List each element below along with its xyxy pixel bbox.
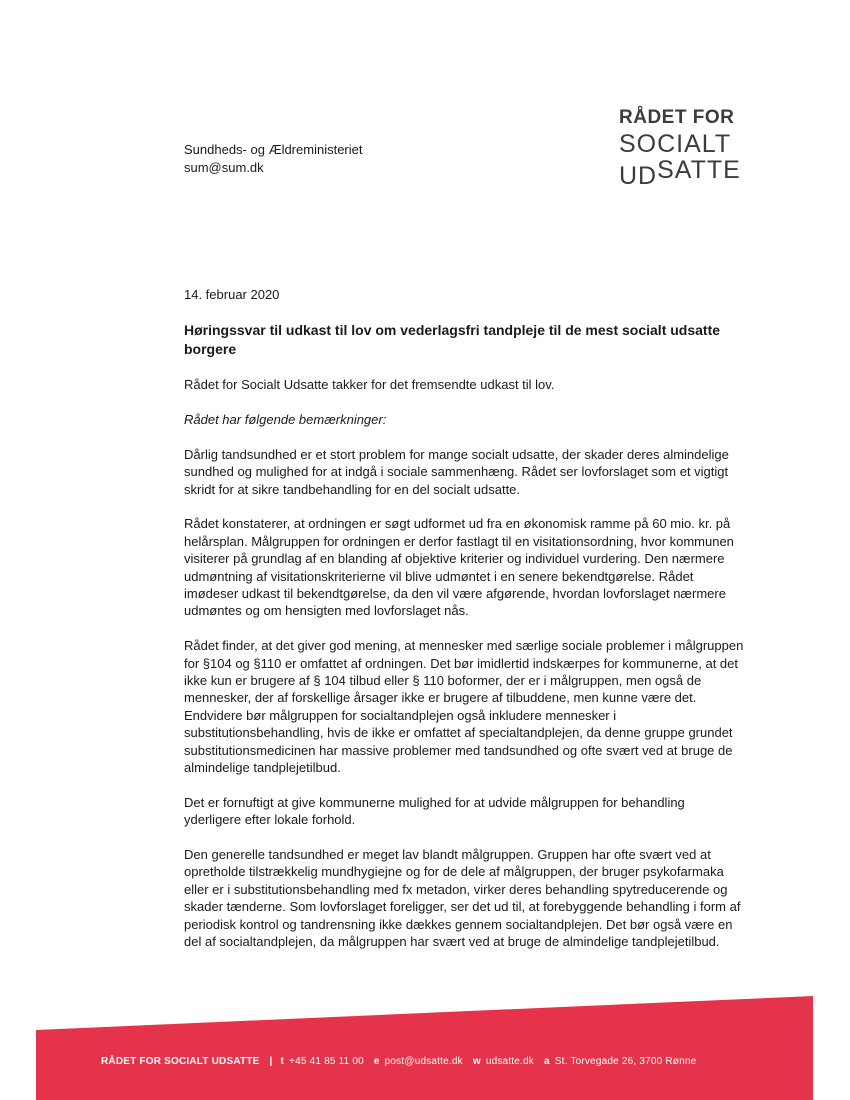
footer-web-key: w — [472, 1056, 481, 1067]
footer-phone: +45 41 85 11 00 — [289, 1056, 364, 1067]
letter-title: Høringssvar til udkast til lov om vederlagsfri tandpleje til de mest socialt udsatte borgere — [184, 321, 721, 357]
paragraph-intro: Rådet for Socialt Udsatte takker for det fremsendte udkast til lov. — [184, 377, 555, 393]
paragraph-remarks-heading: Rådet har følgende bemærkninger: — [184, 411, 387, 427]
logo-line-3-prefix: UD — [619, 162, 658, 190]
footer-red-shape — [0, 990, 850, 1100]
footer-red-polygon — [36, 996, 813, 1100]
paragraph-dental-health: Dårlig tandsundhed er et stort problem for mange socialt udsatte, der skader deres almindelige sundhed og mulighed for at indgå i sociale sammenhæng. Rådet ser lovforslaget som et vigtigt skridt for at sikre tandbehandling for en del socialt udsatte. — [184, 446, 729, 497]
recipient-name: Sundheds- og Ældreministeriet — [184, 142, 363, 157]
logo-line-3-suffix: SATTE — [657, 156, 741, 184]
logo-line-2: SOCIALT — [619, 130, 732, 158]
logo-line-1: RÅDET FOR — [619, 107, 735, 128]
logo-line-3 — [619, 156, 749, 190]
footer-contact — [101, 1056, 696, 1067]
footer-web-link[interactable]: udsatte.dk — [485, 1056, 534, 1067]
paragraph-local-extension: Det er fornuftigt at give kommunerne mulighed for at udvide målgruppen for behandling yderligere efter lokale forhold. — [184, 794, 685, 828]
recipient-block — [184, 141, 362, 177]
footer-address: St. Torvegade 26, 3700 Rønne — [554, 1056, 697, 1067]
paragraph-prevention: Den generelle tandsundhed er meget lav blandt målgruppen. Gruppen har ofte svært ved at opretholde tilstrækkelig mundhygiejne og for de dele af målgruppen, der bruger psykofarmaka eller er i substitutionsbehandling med fx metadon, virker deres behandling spytreducerende og skader tænderne. Som lovforslaget foreligger, ser det ud til, at forebyggende behandling i form af periodisk kontrol og tandrensning ikke dækkes gennem socialtandplejen. Det bør også være en del af socialtandplejen, da målgruppen har svært ved at bruge de almindelige tandplejetilbud. — [184, 847, 741, 950]
letter-date: 14. februar 2020 — [184, 287, 280, 302]
paragraph-visitation: Rådet konstaterer, at ordningen er søgt udformet ud fra en økonomisk ramme på 60 mio. kr. på helårsplan. Målgruppen for ordningen er derfor fastlagt til en visitationsordning, hvor kommunen visiterer på grundlag af en blanding af objektive kriterier og individuel vurdering. Den nærmere udmøntning af visitationskriterierne vil blive udmøntet i en senere bekendtgørelse. Rådet imødeser udkast til bekendtgørelse, da den vil være afgørende, hvordan lovforslaget nærmere udmøntes og om hensigten med lovforslaget nås. — [184, 516, 734, 619]
footer-address-key: a — [543, 1056, 550, 1067]
footer-email-link[interactable]: post@udsatte.dk — [384, 1056, 463, 1067]
letter-body — [184, 286, 744, 968]
organization-logo — [619, 107, 749, 190]
recipient-email: sum@sum.dk — [184, 160, 264, 175]
footer-phone-key: t — [280, 1056, 285, 1067]
footer-separator: | — [269, 1056, 273, 1067]
paragraph-target-group: Rådet finder, at det giver god mening, at mennesker med særlige sociale problemer i målgruppen for §104 og §110 er omfattet af ordningen. Det bør imidlertid indskærpes for kommunerne, at det ikke kun er brugere af § 104 tilbud eller § 110 boformer, der er i målgruppen, men også de mennesker, der af forskellige årsager ikke er brugere af tilbuddene, men kunne være det. Endvidere bør målgruppen for socialtandplejen også inkludere mennesker i substitutionsbehandling, hvis de ikke er omfattet af specialtandplejen, da denne gruppe grundet substitutionsmedicinen har massive problemer med tandsundhed og ofte svært ved at bruge de almindelige tandplejetilbud. — [184, 638, 744, 776]
footer-org-name: RÅDET FOR SOCIALT UDSATTE — [101, 1056, 260, 1067]
footer-email-key: e — [373, 1056, 380, 1067]
footer-band — [0, 990, 850, 1100]
